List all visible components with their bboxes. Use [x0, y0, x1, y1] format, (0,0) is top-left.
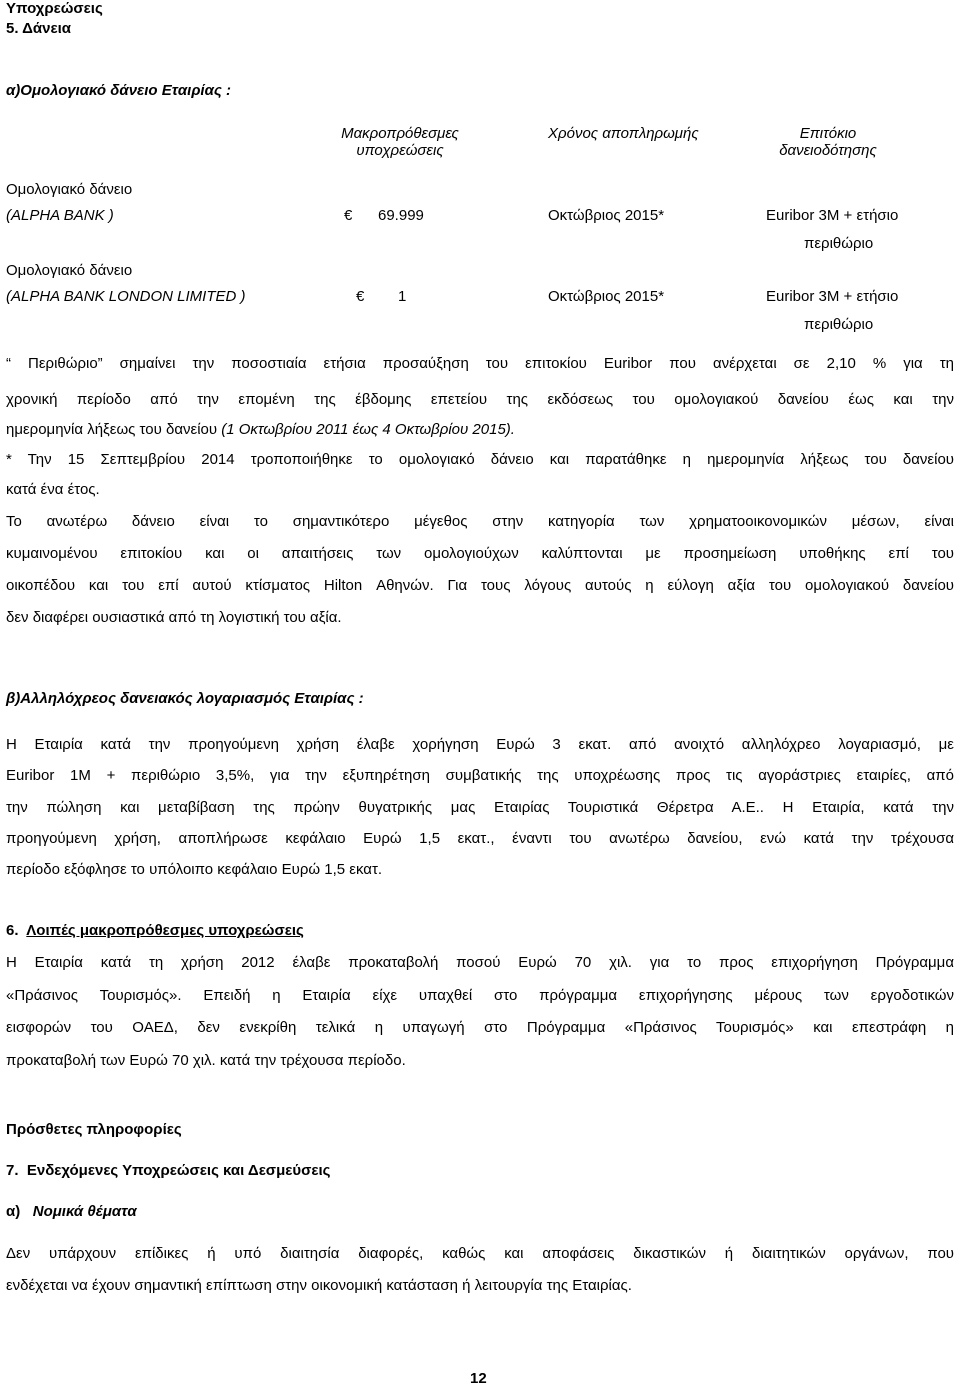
fair-value-last: δεν διαφέρει ουσιαστικά από τη λογιστική του αξία.: [6, 609, 342, 626]
loan-amount: 69.999: [378, 207, 424, 224]
current-account-last: περίοδο εξόφλησε το υπόλοιπο κεφάλαιο Ευρώ 1,5 εκατ.: [6, 861, 383, 878]
other-liabilities-line: εισφορών του ΟΑΕΔ, δεν ενεκρίθη τελικά η υπαγωγή στο Πρόγραμμα «Πράσινος Τουρισμός» και επεστράφη η: [6, 1019, 954, 1036]
loan-repayment: Οκτώβριος 2015*: [548, 288, 665, 305]
loan-name-line-1: Ομολογιακό δάνειο: [6, 262, 133, 279]
current-account-line: προηγούμενη χρήση, αποπλήρωσε κεφάλαιο Ευρώ 1,5 εκατ., έναντι του ανωτέρω δανείου, ενώ κατά την τρέχουσα: [6, 830, 954, 847]
subsection-title: 5. Δάνεια: [6, 20, 71, 37]
margin-note-line: χρονική περίοδο από την επομένη της έβδομης επετείου της εκδόσεως του ομολογιακού δανείου έως και την: [6, 391, 954, 408]
euro-sign: €: [344, 207, 353, 224]
additional-info-heading: Πρόσθετες πληροφορίες: [6, 1121, 182, 1138]
loan-rate-line-2: περιθώριο: [804, 235, 874, 252]
legal-line: Δεν υπάρχουν επίδικες ή υπό διαιτησία διαφορές, καθώς και αποφάσεις δικαστικών ή διαιτητικών οργάνων, που: [6, 1245, 954, 1262]
loan-rate-line-1: Euribor 3M + ετήσιο: [766, 207, 899, 224]
other-liabilities-line: «Πράσινος Τουρισμός». Επειδή η Εταιρία είχε υπαχθεί στο πρόγραμμα επιχορήγησης μέρους των εργοδοτικών: [6, 987, 954, 1004]
loan-name-line-1: Ομολογιακό δάνειο: [6, 181, 133, 198]
current-account-line: Η Εταιρία κατά την προηγούμενη χρήση έλαβε χορήγηση Ευρώ 3 εκατ. από ανοιχτό αλληλόχρεο λογαριασμό, με: [6, 736, 954, 753]
loan-rate-line-1: Euribor 3M + ετήσιο: [766, 288, 899, 305]
loan-repayment: Οκτώβριος 2015*: [548, 207, 665, 224]
section-title: Υποχρεώσεις: [6, 0, 103, 17]
loan-name-line-2: (ALPHA BANK ): [6, 207, 114, 224]
current-account-line: Euribor 1M + περιθώριο 3,5%, για την εξυπηρέτηση συμβατικής της υποχρέωσης προς τις αγοράστριες εταιρίες, από: [6, 767, 954, 784]
other-liabilities-line: Η Εταιρία κατά τη χρήση 2012 έλαβε προκαταβολή ποσού Ευρώ 70 χιλ. για το προς επιχορήγηση Πρόγραμμα: [6, 954, 954, 971]
bond-loan-heading: α)Ομολογιακό δάνειο Εταιρίας :: [6, 82, 232, 99]
fair-value-line: Το ανωτέρω δάνειο είναι το σημαντικότερο μέγεθος στην κατηγορία των χρηματοοικονομικών μέσων, είναι: [6, 513, 954, 530]
amendment-line: * Την 15 Σεπτεμβρίου 2014 τροποποιήθηκε το ομολογιακό δάνειο και παρατάθηκε η ημερομηνία λήξεως του δανείου: [6, 451, 954, 468]
amendment-last: κατά ένα έτος.: [6, 481, 100, 498]
column-header-long-term: Μακροπρόθεσμες υποχρεώσεις: [341, 125, 459, 159]
other-liabilities-heading: 6. Λοιπές μακροπρόθεσμες υποχρεώσεις: [6, 922, 304, 939]
margin-note-last: ημερομηνία λήξεως του δανείου (1 Οκτωβρίου 2011 έως 4 Οκτωβρίου 2015).: [6, 421, 515, 438]
loan-amount: 1: [398, 288, 407, 305]
margin-note-line: “ Περιθώριο” σημαίνει την ποσοστιαία ετήσια προσαύξηση του επιτοκίου Euribor που ανέρχεται σε 2,10 % για τη: [6, 355, 954, 372]
legal-last: ενδέχεται να έχουν σημαντική επίπτωση στην οικονομική κατάσταση ή λειτουργία της Εταιρίας.: [6, 1277, 632, 1294]
current-account-line: την πώληση και μεταβίβαση της πρώην θυγατρικής μας Εταιρίας Τουριστικά Θέρετρα Α.Ε.. Η Εταιρία, κατά την: [6, 799, 954, 816]
fair-value-line: οικοπέδου και του επί αυτού κτίσματος Hilton Αθηνών. Για τους λόγους αυτούς η εύλογη αξία του ομολογιακού δανείου: [6, 577, 954, 594]
commitments-heading: 7. Ενδεχόμενες Υποχρεώσεις και Δεσμεύσεις: [6, 1162, 331, 1179]
fair-value-line: κυμαινομένου επιτοκίου και οι απαιτήσεις των ομολογιούχων καλύπτονται με προσημείωση υποθήκης επί του: [6, 545, 954, 562]
loan-name-line-2: (ALPHA BANK LONDON LIMITED ): [6, 288, 246, 305]
loan-rate-line-2: περιθώριο: [804, 316, 874, 333]
other-liabilities-last: προκαταβολή των Ευρώ 70 χιλ. κατά την τρέχουσα περίοδο.: [6, 1052, 406, 1069]
current-account-heading: β)Αλληλόχρεος δανειακός λογαριασμός Εταιρίας :: [6, 690, 364, 707]
column-header-rate: Επιτόκιο δανειοδότησης: [779, 125, 877, 159]
legal-heading: α) Νομικά θέματα: [6, 1203, 137, 1220]
column-header-repayment: Χρόνος αποπληρωμής: [548, 125, 699, 142]
euro-sign: €: [356, 288, 365, 305]
page-number: 12: [470, 1370, 487, 1387]
